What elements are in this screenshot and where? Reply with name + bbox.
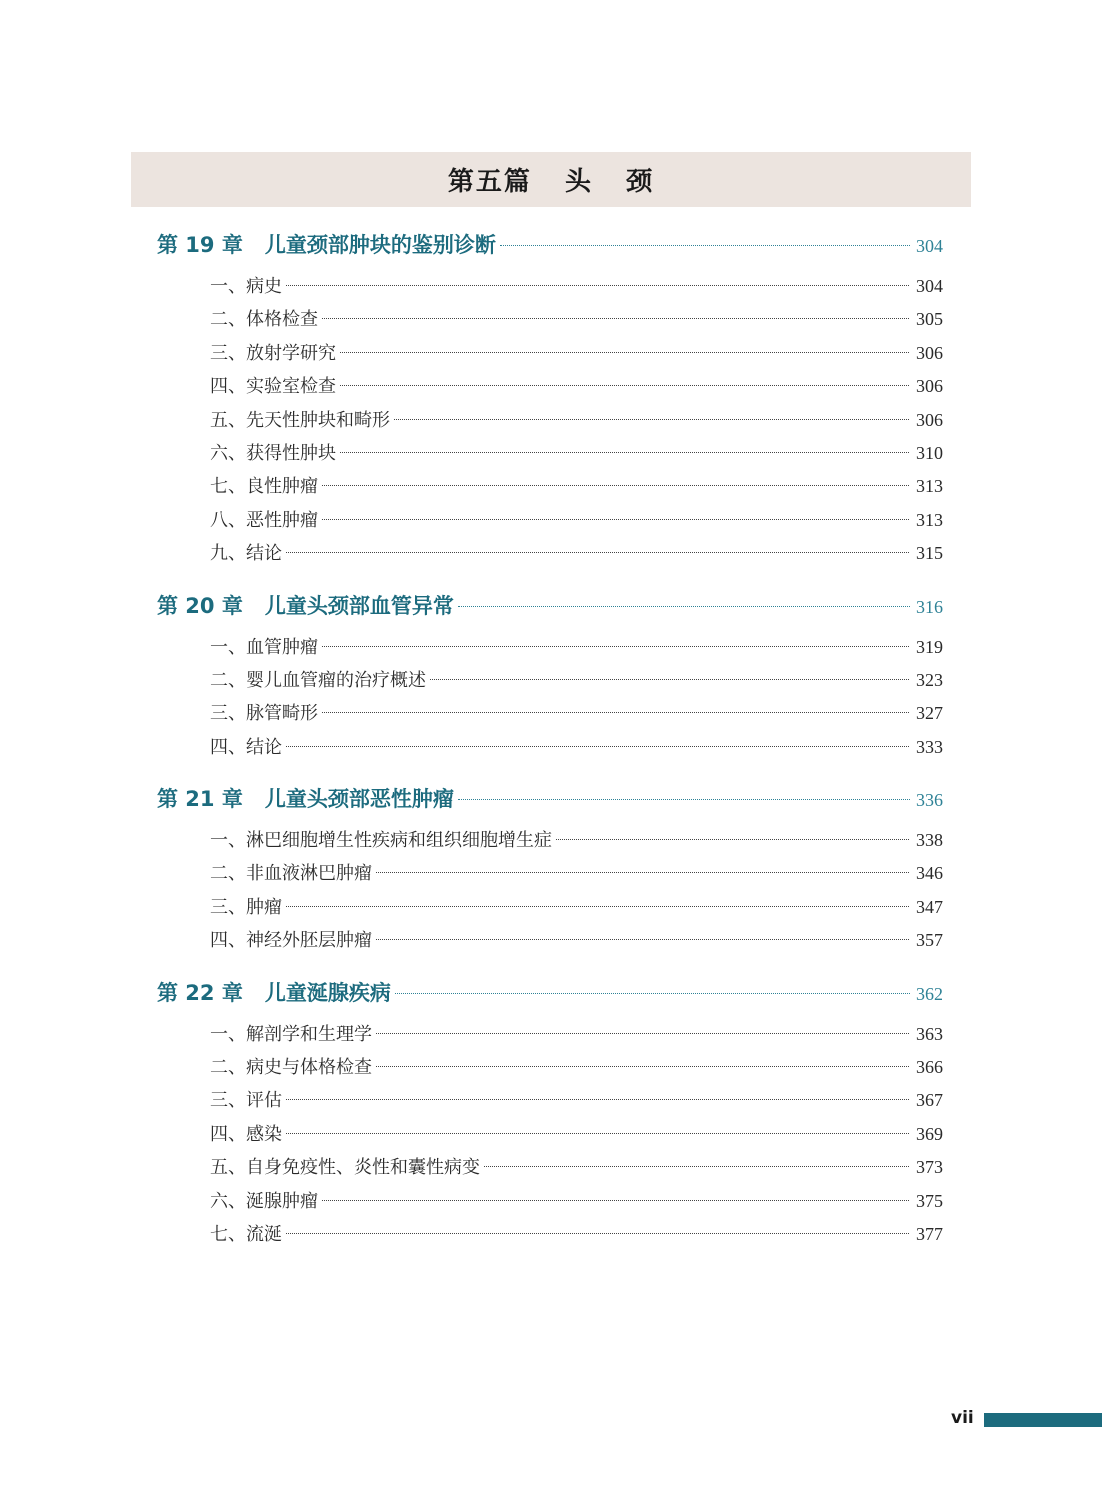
section-title: 一、病史 [210,276,282,297]
section-page-number: 304 [916,276,943,296]
section-entry[interactable] [210,437,943,470]
chapter-page-number: 336 [916,790,943,811]
section-title: 四、实验室检查 [210,376,336,398]
section-entry[interactable] [210,924,943,957]
section-title: 七、流涎 [210,1223,282,1245]
chapter-title: 儿童头颈部恶性肿瘤 [264,787,454,812]
section-entry[interactable] [210,731,943,764]
chapter-title: 儿童头颈部血管异常 [264,593,454,618]
section-title: 二、体格检查 [210,309,318,331]
section-page-number: 333 [916,736,943,757]
section-page-number: 363 [916,1023,943,1044]
section-title: 六、涎腺肿瘤 [210,1190,318,1212]
dot-leader [340,385,909,386]
section-page-number: 313 [916,509,943,530]
chapter-title: 儿童颈部肿块的鉴别诊断 [264,233,496,257]
dot-leader [340,352,909,353]
dot-leader [376,1033,909,1034]
section-page-number: 323 [916,669,943,690]
dot-leader [395,993,910,994]
section-page-number: 310 [916,442,943,463]
dot-leader [500,245,910,246]
section-entry[interactable] [210,891,943,924]
section-page-number: 377 [916,1223,943,1244]
chapter-number: 第 19 章 [157,233,243,257]
chapter-entry[interactable] [157,226,943,264]
dot-leader [394,419,909,420]
section-page-number: 327 [916,703,943,724]
dot-leader [340,452,909,453]
dot-leader [458,799,910,800]
section-page-number: 366 [916,1057,943,1078]
section-title: 一、解剖学和生理学 [210,1023,372,1045]
section-page-number: 375 [916,1190,943,1211]
section-entry[interactable] [210,1118,943,1151]
section-page-number: 315 [916,543,943,564]
dot-leader [376,1066,909,1067]
section-entry[interactable] [210,664,943,697]
section-entry[interactable] [210,857,943,890]
dot-leader [286,1133,909,1134]
dot-leader [376,939,909,940]
section-title: 八、恶性肿瘤 [210,509,318,531]
section-title: 二、病史与体格检查 [210,1057,372,1079]
section-page-number: 306 [916,376,943,397]
section-title: 二、婴儿血管瘤的治疗概述 [210,669,426,691]
chapter-block [157,587,943,765]
section-page-number: 313 [916,476,943,497]
section-entry[interactable] [210,824,943,857]
chapter-entry[interactable] [157,974,943,1012]
dot-leader [322,646,909,647]
section-title: 四、结论 [210,736,282,758]
section-entry[interactable] [210,504,943,537]
section-page-number: 357 [916,930,943,951]
section-page-number: 306 [916,342,943,363]
dot-leader [376,872,909,873]
section-entry[interactable] [210,1218,943,1251]
section-entry[interactable] [210,470,943,503]
section-page-number: 306 [916,409,943,430]
section-entry[interactable] [210,631,943,664]
section-title: 九、结论 [210,543,282,565]
section-page-number: 347 [916,896,943,917]
section-entry[interactable] [210,270,943,303]
dot-leader [322,712,909,713]
dot-leader [286,1099,909,1100]
table-of-contents [157,226,943,1267]
section-title: 一、淋巴细胞增生性疾病和组织细胞增生症 [210,830,552,852]
section-page-number: 346 [916,863,943,884]
chapter-entry[interactable] [157,587,943,625]
section-title: 四、神经外胚层肿瘤 [210,930,372,952]
dot-leader [430,679,909,680]
dot-leader [556,839,909,840]
dot-leader [286,552,909,553]
dot-leader [484,1166,909,1167]
section-entry[interactable] [210,697,943,730]
dot-leader [286,285,909,286]
section-entry[interactable] [210,1151,943,1184]
dot-leader [286,1233,909,1234]
section-page-number: 338 [916,830,943,851]
section-title: 二、非血液淋巴肿瘤 [210,863,372,885]
section-entry[interactable] [210,1084,943,1117]
chapter-block [157,780,943,958]
footer-accent-bar [984,1413,1102,1427]
chapter-page-number: 304 [916,236,943,256]
part-title: 第五篇 头 颈 [447,167,655,197]
section-title: 六、获得性肿块 [210,442,336,464]
chapter-page-number: 316 [916,596,943,617]
dot-leader [286,906,909,907]
dot-leader [322,519,909,520]
chapter-title: 儿童涎腺疾病 [264,980,391,1005]
section-entry[interactable] [210,303,943,336]
dot-leader [322,318,909,319]
chapter-number: 第 20 章 [157,593,243,618]
page-number: vii [951,1408,974,1428]
section-title: 三、评估 [210,1090,282,1112]
chapter-number: 第 21 章 [157,787,243,812]
section-page-number: 319 [916,636,943,657]
section-title: 七、良性肿瘤 [210,476,318,498]
section-title: 三、脉管畸形 [210,703,318,725]
section-entry[interactable] [210,370,943,403]
dot-leader [322,485,909,486]
part-banner [131,152,971,207]
section-page-number: 367 [916,1090,943,1111]
chapter-entry[interactable] [157,780,943,818]
section-entry[interactable] [210,1018,943,1051]
section-title: 四、感染 [210,1123,282,1145]
section-title: 五、自身免疫性、炎性和囊性病变 [210,1157,480,1179]
dot-leader [286,746,909,747]
section-title: 三、肿瘤 [210,896,282,918]
section-page-number: 373 [916,1157,943,1178]
section-page-number: 305 [916,309,943,330]
section-entry[interactable] [210,1185,943,1218]
dot-leader [322,1200,909,1201]
chapter-block [157,974,943,1252]
section-entry[interactable] [210,537,943,570]
section-title: 三、放射学研究 [210,342,336,364]
section-entry[interactable] [210,1051,943,1084]
section-entry[interactable] [210,337,943,370]
section-title: 一、血管肿瘤 [210,636,318,658]
chapter-block [157,226,943,571]
dot-leader [458,606,910,607]
chapter-number: 第 22 章 [157,980,243,1005]
section-entry[interactable] [210,404,943,437]
section-page-number: 369 [916,1123,943,1144]
chapter-page-number: 362 [916,983,943,1004]
section-title: 五、先天性肿块和畸形 [210,409,390,431]
